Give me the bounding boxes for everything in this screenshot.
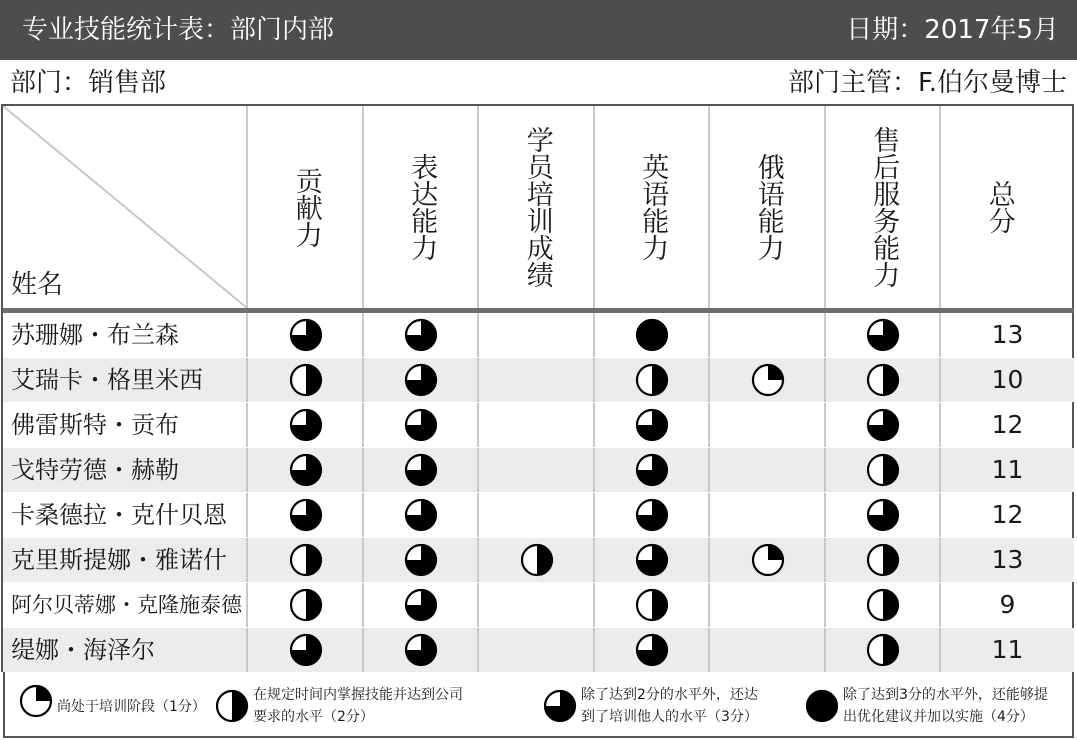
score-cell	[826, 358, 942, 402]
score-cell	[364, 313, 480, 357]
score-level-2-icon	[635, 363, 669, 397]
total-score: 13	[991, 320, 1024, 349]
score-level-2-icon	[866, 588, 900, 622]
legend-text	[57, 696, 206, 718]
legend	[3, 672, 1074, 738]
total-score: 10	[991, 365, 1024, 394]
column-header-label: 总分	[983, 180, 1015, 234]
legend-text-line: 尚处于培训阶段（1分）	[57, 699, 206, 715]
legend-text	[843, 684, 1048, 728]
score-cell	[826, 448, 942, 492]
score-cell	[710, 403, 826, 447]
score-cell	[710, 583, 826, 627]
score-cell	[248, 358, 364, 402]
name-column-header: 姓名	[11, 270, 64, 300]
table-row	[3, 313, 1074, 357]
table-row	[3, 493, 1074, 537]
legend-text-line: 要求的水平（2分）	[253, 709, 374, 725]
score-cell	[479, 628, 595, 672]
score-level-2-icon	[866, 633, 900, 667]
score-level-3-icon	[635, 408, 669, 442]
column-header-label: 表达能力	[406, 153, 438, 261]
score-level-3-icon	[404, 408, 438, 442]
score-level-3-icon	[404, 363, 438, 397]
employee-name: 苏珊娜・布兰森	[11, 321, 179, 349]
score-cell	[364, 493, 480, 537]
score-cell	[710, 628, 826, 672]
column-header	[941, 106, 1057, 308]
score-cell	[595, 358, 711, 402]
employee-name: 克里斯提娜・雅诺什	[11, 546, 227, 574]
score-cell	[595, 313, 711, 357]
score-level-3-icon	[866, 498, 900, 532]
score-cell	[248, 493, 364, 537]
score-level-3-icon	[289, 408, 323, 442]
table-header	[3, 106, 1074, 308]
score-cell	[479, 583, 595, 627]
table-row	[3, 358, 1074, 402]
score-cell	[364, 358, 480, 402]
score-level-3-icon	[635, 453, 669, 487]
column-header	[479, 106, 595, 308]
table-row	[3, 583, 1074, 627]
score-level-3-icon	[543, 689, 577, 723]
score-level-3-icon	[289, 498, 323, 532]
score-cell	[710, 493, 826, 537]
score-level-3-icon	[404, 543, 438, 577]
employee-name: 缇娜・海泽尔	[11, 636, 155, 664]
total-score: 11	[991, 455, 1024, 484]
total-score: 11	[991, 635, 1024, 664]
score-cell	[826, 403, 942, 447]
score-cell	[248, 538, 364, 582]
employee-name: 戈特劳德・赫勒	[11, 456, 179, 484]
score-level-1-icon	[751, 543, 785, 577]
score-cell	[595, 538, 711, 582]
score-level-2-icon	[866, 453, 900, 487]
score-cell	[364, 448, 480, 492]
page-title: 专业技能统计表：部门内部	[22, 15, 335, 45]
score-level-3-icon	[866, 408, 900, 442]
score-level-3-icon	[635, 633, 669, 667]
score-cell	[479, 403, 595, 447]
table-row	[3, 403, 1074, 447]
score-cell	[826, 628, 942, 672]
score-level-2-icon	[866, 543, 900, 577]
legend-item	[805, 684, 1048, 728]
score-level-1-icon	[751, 363, 785, 397]
score-level-3-icon	[635, 543, 669, 577]
score-cell	[479, 538, 595, 582]
score-cell	[479, 358, 595, 402]
table-row	[3, 448, 1074, 492]
column-header-label: 俄语能力	[752, 153, 784, 261]
score-cell	[479, 493, 595, 537]
score-cell	[364, 583, 480, 627]
employee-name: 阿尔贝蒂娜・克隆施泰德	[11, 593, 242, 617]
score-cell	[826, 583, 942, 627]
supervisor-label: 部门主管：F.伯尔曼博士	[787, 68, 1067, 98]
score-cell	[595, 583, 711, 627]
score-level-3-icon	[404, 588, 438, 622]
column-header	[595, 106, 711, 308]
legend-item	[543, 684, 758, 728]
score-cell	[710, 313, 826, 357]
score-cell	[364, 403, 480, 447]
score-cell	[479, 448, 595, 492]
legend-text-line: 出优化建议并加以实施（4分）	[843, 709, 1034, 725]
score-cell	[364, 538, 480, 582]
score-cell	[710, 538, 826, 582]
column-header	[826, 106, 942, 308]
score-level-3-icon	[404, 453, 438, 487]
score-level-2-icon	[866, 363, 900, 397]
score-level-3-icon	[289, 318, 323, 352]
score-cell	[248, 403, 364, 447]
table-row	[3, 628, 1074, 672]
score-cell	[364, 628, 480, 672]
employee-name: 佛雷斯特・贡布	[11, 411, 179, 439]
score-cell	[826, 538, 942, 582]
column-header	[710, 106, 826, 308]
legend-text-line: 到了培训他人的水平（3分）	[581, 709, 758, 725]
score-level-3-icon	[404, 633, 438, 667]
report-date: 日期：2017年5月	[846, 15, 1059, 45]
score-level-1-icon	[19, 684, 53, 718]
column-header	[364, 106, 480, 308]
legend-text-line: 除了达到2分的水平外，还达	[581, 687, 758, 703]
employee-name: 艾瑞卡・格里米西	[11, 366, 203, 394]
score-cell	[595, 493, 711, 537]
score-level-2-icon	[289, 363, 323, 397]
score-cell	[595, 403, 711, 447]
score-cell	[248, 628, 364, 672]
score-level-2-icon	[215, 689, 249, 723]
total-score: 12	[991, 500, 1024, 529]
column-header	[248, 106, 364, 308]
score-level-3-icon	[635, 498, 669, 532]
column-header-label: 贡献力	[290, 166, 322, 248]
score-cell	[248, 448, 364, 492]
score-level-3-icon	[404, 318, 438, 352]
legend-item	[19, 684, 206, 718]
legend-text	[253, 684, 463, 728]
score-cell	[595, 628, 711, 672]
score-level-3-icon	[289, 453, 323, 487]
score-cell	[248, 583, 364, 627]
score-level-2-icon	[289, 588, 323, 622]
employee-name: 卡桑德拉・克什贝恩	[11, 501, 227, 529]
legend-text	[581, 684, 758, 728]
score-cell	[826, 493, 942, 537]
score-level-2-icon	[289, 543, 323, 577]
score-level-2-icon	[520, 543, 554, 577]
legend-text-line: 除了达到3分的水平外，还能够提	[843, 687, 1048, 703]
column-header-label: 英语能力	[637, 153, 669, 261]
total-score: 9	[999, 590, 1016, 619]
score-level-3-icon	[289, 633, 323, 667]
legend-item	[215, 684, 463, 728]
total-score: 13	[991, 545, 1024, 574]
score-cell	[479, 313, 595, 357]
column-header-label: 售后服务能力	[868, 126, 900, 288]
score-level-2-icon	[635, 588, 669, 622]
score-level-3-icon	[404, 498, 438, 532]
department-bar	[0, 60, 1077, 105]
score-cell	[710, 448, 826, 492]
title-bar	[0, 0, 1077, 60]
column-header-label: 学员培训成绩	[521, 126, 553, 288]
legend-text-line: 在规定时间内掌握技能并达到公司	[253, 687, 463, 703]
department-label: 部门：销售部	[10, 68, 167, 98]
table-row	[3, 538, 1074, 582]
score-cell	[710, 358, 826, 402]
score-cell	[248, 313, 364, 357]
score-level-3-icon	[866, 318, 900, 352]
score-level-4-icon	[635, 318, 669, 352]
score-cell	[595, 448, 711, 492]
score-cell	[826, 313, 942, 357]
total-score: 12	[991, 410, 1024, 439]
score-level-4-icon	[805, 689, 839, 723]
